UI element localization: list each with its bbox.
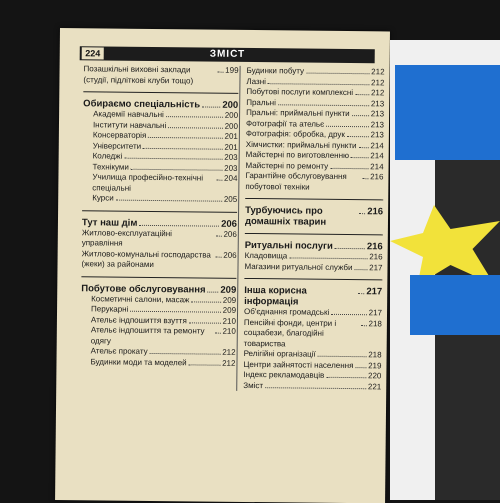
toc-entry: [82, 228, 237, 251]
leader-dots: [148, 137, 222, 139]
toc-page-number: 214: [370, 161, 384, 171]
toc-page-number: 216: [367, 206, 384, 218]
toc-page-number: 200: [224, 110, 239, 120]
toc-entry-label: Ательє прокату: [90, 346, 148, 356]
page-number: 224: [82, 47, 104, 59]
toc-entry-label: Магазини ритуальної служби: [244, 261, 353, 272]
toc-entry-label: Технікуми: [92, 161, 129, 172]
toc-page-number: 210: [222, 326, 236, 336]
leader-dots: [208, 291, 219, 292]
toc-page-number: 217: [368, 308, 383, 318]
toc-entry-label: Лазні: [246, 76, 266, 86]
toc-entry-label: Індекс рекламодавців: [243, 369, 325, 380]
leader-dots: [331, 314, 366, 315]
leader-dots: [306, 73, 369, 75]
leader-dots: [355, 367, 366, 368]
toc-entry-label: Ательє індпошиття взуття: [90, 314, 187, 325]
book-page: [55, 28, 390, 503]
toc-page-number: 212: [222, 358, 236, 368]
toc-entry: [82, 193, 237, 205]
leader-dots: [191, 301, 220, 302]
toc-entry: [244, 317, 382, 350]
section-rule: [82, 210, 237, 213]
toc-entry: [80, 357, 235, 369]
toc-entry-label: Побутове обслуговування: [81, 282, 206, 296]
toc-page-number: 203: [224, 152, 238, 162]
toc-entry-label: Фотографія: обробка, друк: [245, 128, 345, 139]
toc-entry-label: Кладовища: [244, 250, 288, 261]
toc-right-column: [236, 66, 384, 393]
toc-entry-label: Житлово-експлуатаційні управління: [81, 227, 172, 248]
toc-entry-label: Курси: [92, 193, 114, 203]
toc-page-number: 205: [223, 194, 238, 204]
section-rule: [83, 91, 238, 94]
toc-entry-label: Косметичні салони, масаж: [91, 293, 190, 304]
toc-page-number: 200: [222, 99, 239, 111]
toc-entry-label: Позашкільні виховні заклади (студії, підліткові клуби тощо): [83, 64, 194, 85]
toc-page-number: 218: [368, 318, 382, 328]
toc-entry-label: Пенсійні фонди, центри і соцзабези, благодійні товариства: [243, 317, 337, 348]
toc-entry-label: Перукарні: [91, 304, 129, 314]
leader-dots: [352, 115, 369, 116]
section-rule: [245, 233, 383, 235]
toc-entry-label: Зміст: [243, 380, 264, 390]
toc-page-number: 209: [222, 295, 237, 305]
toc-entry-label: Академії навчальні: [93, 109, 164, 120]
toc-page-number: 216: [370, 172, 384, 182]
toc-entry-label: Консерваторія: [92, 130, 147, 140]
toc-entry-label: Коледжі: [92, 151, 123, 161]
toc-page-number: 204: [224, 173, 238, 183]
leader-dots: [166, 116, 223, 118]
leader-dots: [215, 256, 221, 257]
toc-page-number: 213: [370, 98, 385, 108]
toc-entry: [83, 64, 238, 87]
toc-entry-label: Майстерні по ремонту: [245, 160, 329, 171]
toc-entry: [81, 249, 236, 272]
toc-entry-label: Пральні: приймальні пункти: [246, 107, 350, 119]
section-rule: [81, 276, 236, 279]
toc-page-number: 219: [368, 360, 382, 370]
toc-page-number: 201: [224, 142, 238, 152]
toc-entry-label: Будинки моди та моделей: [90, 356, 187, 367]
toc-left-column: [80, 64, 238, 369]
ad-blue-stripe: [410, 275, 500, 335]
toc-page-number: 213: [370, 130, 384, 140]
toc-entry-label: Фотографії та ательє: [245, 118, 325, 129]
toc-page-number: 201: [224, 131, 238, 141]
leader-dots: [130, 311, 220, 313]
toc-page-number: 217: [369, 262, 383, 272]
toc-page-number: 221: [367, 381, 382, 391]
toc-entry-label: Хімчистки: приймальні пункти: [245, 139, 357, 150]
leader-dots: [289, 257, 367, 259]
leader-dots: [214, 333, 220, 334]
leader-dots: [189, 364, 220, 365]
toc-entry-label: Пральні: [246, 97, 276, 107]
leader-dots: [143, 147, 222, 149]
toc-section: [245, 205, 383, 228]
leader-dots: [318, 356, 366, 358]
leader-dots: [355, 94, 369, 95]
toc-entry-label: Житлово-комунальні господарства (жеки) за районами: [81, 248, 211, 269]
toc-header: [80, 46, 375, 63]
ad-blue-banner: [395, 65, 500, 160]
toc-page-number: 214: [370, 151, 384, 161]
toc-page-number: 212: [371, 77, 385, 87]
toc-page-number: 212: [371, 67, 385, 77]
toc-page-number: 213: [370, 109, 385, 119]
toc-entry-label: Об'єднання громадські: [243, 306, 330, 317]
toc-page-number: 216: [366, 241, 383, 253]
toc-page-number: 217: [366, 286, 383, 298]
section-rule: [244, 278, 382, 280]
page-title: ЗМІСТ: [209, 48, 246, 60]
leader-dots: [347, 136, 369, 137]
leader-dots: [362, 178, 368, 179]
toc-entry-label: Обираємо спеціальність: [83, 98, 201, 111]
toc-page-number: 203: [224, 163, 238, 173]
toc-entry: [243, 370, 381, 382]
leader-dots: [358, 293, 364, 294]
leader-dots: [335, 248, 365, 249]
toc-entry-label: Центри зайнятості населення: [243, 359, 354, 370]
section-rule: [245, 198, 383, 200]
leader-dots: [168, 127, 222, 129]
toc-entry-label: Гарантійне обслуговування побутової техніки: [245, 170, 347, 192]
leader-dots: [150, 353, 221, 355]
toc-page-number: 209: [220, 284, 237, 296]
leader-dots: [358, 147, 368, 148]
leader-dots: [139, 224, 219, 226]
toc-entry: [82, 172, 237, 195]
toc-entry-label: Училища професійно-технічні спеціальні: [92, 172, 204, 193]
leader-dots: [330, 167, 368, 168]
toc-entry-label: Побутові послуги комплексні: [246, 86, 354, 98]
toc-entry: [81, 325, 236, 348]
toc-page-number: 214: [370, 140, 384, 150]
toc-entry: [244, 261, 382, 273]
leader-dots: [265, 387, 366, 389]
toc-entry-label: Тут наш дім: [81, 216, 138, 229]
leader-dots: [326, 125, 368, 126]
leader-dots: [268, 83, 369, 85]
toc-entry-label: Інша корисна інформація: [244, 284, 307, 308]
toc-entry-label: Ательє індпошиття та ремонту одягу: [90, 325, 205, 346]
toc-entry-label: Ритуальні послуги: [244, 239, 333, 252]
toc-page-number: 220: [367, 371, 382, 381]
leader-dots: [326, 377, 366, 378]
leader-dots: [359, 213, 365, 214]
leader-dots: [351, 157, 368, 158]
leader-dots: [354, 269, 367, 270]
advertisement-image: [390, 40, 500, 500]
toc-entry-label: Майстерні по виготовленню: [245, 149, 350, 161]
leader-dots: [278, 104, 369, 106]
toc-page-number: 216: [369, 252, 383, 262]
toc-entry: [247, 66, 385, 78]
toc-entry-label: Релігійні організації: [243, 348, 316, 359]
toc-entry-label: Турбуючись про домашніх тварин: [244, 204, 327, 228]
toc-page-number: 206: [223, 250, 237, 260]
toc-page-number: 200: [224, 121, 239, 131]
toc-page-number: 212: [370, 88, 385, 98]
toc-section: [244, 285, 382, 308]
toc-entry-label: Інститути навчальні: [92, 119, 167, 130]
toc-entry-label: Будинки побуту: [246, 65, 305, 76]
leader-dots: [189, 322, 221, 323]
toc-page-number: 206: [223, 229, 237, 239]
toc-page-number: 218: [368, 350, 382, 360]
toc-page-number: 213: [370, 119, 385, 129]
toc-entry: [243, 380, 381, 392]
toc-page-number: 206: [221, 218, 238, 230]
leader-dots: [217, 72, 223, 73]
leader-dots: [131, 168, 222, 170]
leader-dots: [202, 106, 220, 107]
toc-entry: [245, 171, 383, 193]
toc-page-number: 199: [225, 65, 239, 75]
toc-page-number: 210: [222, 316, 236, 326]
toc-page-number: 212: [222, 347, 236, 357]
toc-entry-label: Університети: [92, 140, 142, 151]
leader-dots: [116, 200, 222, 202]
leader-dots: [215, 235, 221, 236]
leader-dots: [216, 180, 222, 181]
toc-page-number: 209: [222, 305, 237, 315]
leader-dots: [124, 158, 222, 160]
leader-dots: [361, 325, 367, 326]
